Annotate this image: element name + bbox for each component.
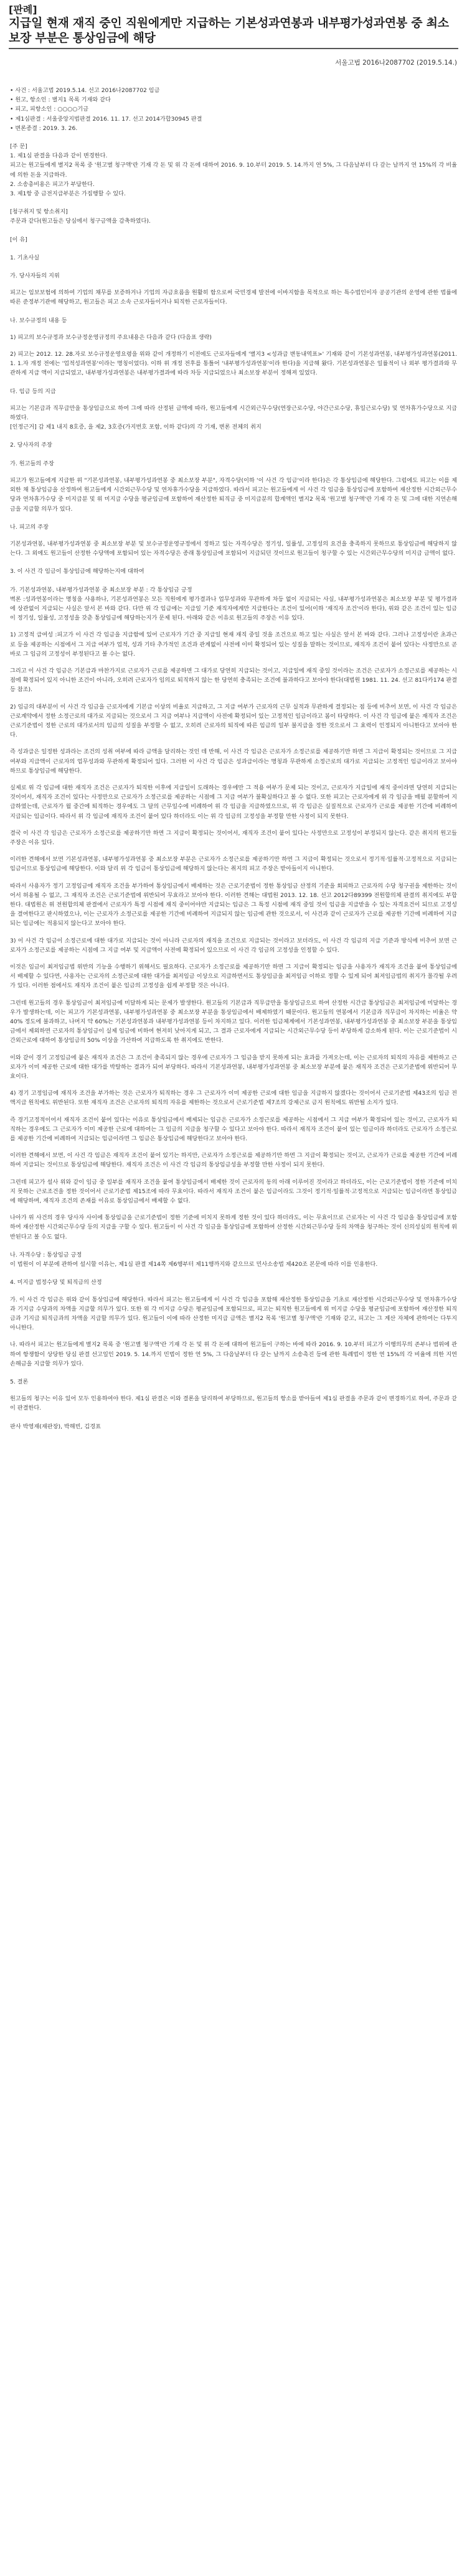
meta-line: • 변론종결 : 2019. 3. 26. (10, 124, 78, 132)
paragraph: 이러한 견해에서 보면 기본성과연봉, 내부평가성과연봉 중 최소보장 부분은 근로자가 소정근로를 제공하기만 하면 그 지급이 확정되는 것으로서 정기적·일률적·고정적으로 지급되는 임금이므로 통상임금에 해당한다. 이와 달리 위 각 임금이 통상임금에 해당하지 않는다는 취지의 피고 주장은 받아들이지 아니한다. (10, 856, 457, 873)
order-item: 1. 제1심 판결을 다음과 같이 변경한다. (10, 152, 108, 160)
meta-line: • 원고, 항소인 : 별지1 목록 기재와 같다 (10, 96, 111, 104)
claim-heading: [청구취지 및 항소취지] (10, 208, 68, 216)
paragraph: 4) 경기 고정임금에 재직자 조건을 부가하는 것은 근로자가 퇴직하는 경우 그 근로자가 이미 제공한 근로에 대한 임금을 지급하지 않겠다는 것이어서 근로기준법 제43조의 임금 전액지급 원칙에도 위반된다. 또한 재직자 조건은 근로자의 퇴직의 자유를 제한하는 것으로서 근로기준법 제7조의 강제근로 금지 원칙에도 위반될 소지가 있다. (10, 1090, 457, 1107)
paragraph: 피고가 원고들에게 지급한 위 "기본성과연봉, 내부평가성과연봉 중 최소보장 부분", 자격수당(이하 '이 사건 각 임금'이라 한다)은 각 통상임금에 해당한다. 그럼에도 피고는 이를 제외한 채 통상임금을 산정하여 원고들에게 시간외근무수당 및 연차휴가수당을 지급하였다. 따라서 피고는 원고들에게 이 사건 각 임금을 통상임금에 포함하여 재산정한 시간외근무수당과 연차휴가수당 중 미지급분 및 위 미지급 수당을 평균임금에 포함하여 재산정한 퇴직금 중 미지급분의 합계액인 별지2 목록 '원고별 청구액'란 기재 각 돈 및 그에 대한 지연손해금을 지급할 의무가 있다. (10, 477, 457, 513)
reason-heading: [이 유] (10, 236, 27, 243)
judges-line: 판사 박영재(재판장), 박해빈, 김경표 (10, 1423, 101, 1430)
paragraph: 2) 피고는 2012. 12. 28.자로 보수규정운영요령을 위와 같이 개정하기 이전에도 근로자들에게 '별지3 <성과급 변동내역표>' 기재와 같이 기본성과연봉, 내부평가성과연봉(2011. 1. 1.자 개정 전에는 '업적성과연봉'이라는 명칭이었다). 이하 위 개정 전후를 통틀어 '내부평가성과연봉'이라 한다)을 지급해 왔다. 기본성과연봉은 일률적이 나 외부 평가결과와 무관하게 지급 액이 지급되었고, 내부평가성과연봉은 내부평가결과에 따라 차등 지급되었으나 최소보장 부분이 정해져 있었다. (10, 351, 457, 377)
paragraph: 이러한 견해에서 보면, 이 사건 각 임금은 재직자 조건이 붙어 있기는 하지만, 근로자가 소정근로를 제공하기만 하면 그 지급이 확정되는 것이고, 근로자가 근로를 제공한 기간에 비례하여 지급되는 것이므로 통상임금에 해당한다. 재직자 조건은 이 사건 각 임금의 통상임금성을 부정할 만한 사정이 되지 못한다. (10, 1152, 457, 1169)
meta-line: • 사건 : 서울고법 2019.5.14. 선고 2016나2087702 임금 (10, 87, 160, 94)
paragraph: 그런데 피고가 설사 위와 같이 임금 중 일부를 재직자 조건을 붙여 통상임금에서 배제한 것이 근로자의 동의 아래 이루어진 것이라고 하더라도, 이는 근로기준법이 정한 기준에 미치지 못하는 근로조건을 정한 것이어서 근로기준법 제15조에 따라 무효이다. 따라서 재직자 조건이 붙은 임금이라도 그것이 정기적·일률적·고정적으로 지급되는 임금이라면 통상임금에 해당하며, 재직자 조건의 존재를 이유로 통상임금에서 배제할 수 없다. (10, 1178, 457, 1205)
subsection-heading: 가. 당사자들의 지위 (10, 272, 60, 280)
claim-text: 주문과 같다(원고들은 당심에서 청구금액을 감축하였다). (10, 218, 151, 225)
paragraph: 2) 임금의 대부분이 이 사건 각 임금을 근로자에게 기본급 이상의 비율로 지급하고, 그 지급 여부가 근로자의 근무 실적과 무관하게 결정되는 점 등에 비추어 보면, 이 사건 각 임금은 근로계약에서 정한 소정근로의 대가로 지급되는 것으로서 그 지급 여부나 지급액이 사전에 확정되어 있는 고정적인 임금이라고 봄이 타당하다. 이 사건 각 임금에 붙은 재직자 조건은 근로기준법이 정한 근로의 대가로서의 임금의 성질을 부정할 수 없고, 오히려 근로자의 퇴직에 따른 임금의 일부 불지급을 정한 것으로서 그 효력이 인정되지 아니한다고 보아야 한다. (10, 703, 457, 739)
subsection-heading: 가. 기본성과연봉, 내부평가성과연봉 중 최소보장 부분 : 각 통상임금 긍정 (10, 586, 192, 593)
meta-line: • 제1심판결 : 서울중앙지법판결 2016. 11. 17. 선고 2014가합30945 판결 (10, 115, 202, 123)
subsection-heading: 나. 보수규정의 내용 등 (10, 317, 67, 324)
subsection-heading: 다. 임금 등의 지급 (10, 388, 56, 395)
paragraph: 이 법원이 이 부분에 관하여 설시할 이유는, 제1심 판결 제14쪽 제6행부터 제11행까지와 같으므로 민사소송법 제420조 본문에 따라 이를 인용한다. (10, 1261, 378, 1268)
order-heading: [주 문] (10, 143, 27, 151)
paragraph: 나아가 위 사건의 경우 당사자 사이에 통상임금을 근로기준법이 정한 기준에 미치지 못하게 정한 것이 있다 하더라도, 이는 무효이므로 근로자는 이 사건 각 임금을 통상임금에 포함하여 재산정한 시간외근무수당 등의 지급을 구할 수 있다. 원고들이 이 사건 각 임금을 통상임금에 포함하여 산정한 시간외근무수당 등의 차액을 청구하는 것이 신의성실의 원칙에 위반된다고 볼 수도 없다. (10, 1214, 457, 1240)
meta-line: • 피고, 피항소인 : ○○○○기금 (10, 106, 89, 113)
paragraph: 결국 이 사건 각 임금은 근로자가 소정근로를 제공하기만 하면 그 지급이 확정되는 것이어서, 재직자 조건이 붙어 있다는 사정만으로 고정성이 부정되지 않는다. 같은 취지의 원고들 주장은 이유 있다. (10, 829, 457, 846)
case-meta (10, 86, 457, 133)
subsection-heading: 나. 자격수당 : 통상임금 긍정 (10, 1251, 82, 1258)
order-item: 3. 제1항 중 금전지급부분은 가집행할 수 있다. (10, 190, 126, 198)
paragraph: 피고는 기본급과 직무급만을 통상임금으로 하여 그에 따라 산정된 금액에 따라, 원고들에게 시간외근무수당(연장근로수당, 야간근로수당, 휴일근로수당) 및 연차휴가수당으로 지급하였다. (10, 404, 457, 422)
paragraph: 1) 고정적 급여성 :피고가 이 사건 각 임금을 지급함에 있어 근로자가 기간 중 지급일 현재 재직 중일 것을 조건으로 하고 있는 사실은 앞서 본 바와 같다. 그러나 고정성이란 초과근로 등을 제공하는 시점에서 그 지급 여부가 업적, 성과 기타 추가적인 조건과 관계없이 사전에 이미 확정되어 있는 성질을 말하는 것이므로, 재직자 조건이 붙어 있다는 사정만으로 곧바로 그 임금의 고정성이 부정된다고 볼 수는 없다. (10, 631, 457, 658)
article-tag: [판례] (9, 4, 37, 16)
paragraph: 그런데 원고들의 경우 통상임금이 최저임금에 미달하게 되는 문제가 발생한다. 원고들의 기본급과 직무급만을 통상임금으로 하여 산정한 시간급 통상임금은 최저임금에 미달하는 경우가 발생하는데, 이는 피고가 기본성과연봉, 내부평가성과연봉 중 최소보장 부분을 통상임금에서 배제하였기 때문이다. 원고들의 연봉에서 기본급과 직무급이 차지하는 비율은 약 40% 정도에 불과하고, 나머지 약 60%는 기본성과연봉과 내부평가성과연봉 등이 차지하고 있다. 이러한 임금체계에서 기본성과연봉, 내부평가성과연봉 중 최소보장 부분을 통상임금에서 제외하면 근로자의 통상임금이 실제 임금에 비하여 현저히 낮아지게 되고, 그 결과 근로자에게 지급되는 시간외근무수당 등이 부당하게 감소하게 된다. 이는 근로기준법이 시간외근로에 대하여 통상임금의 50% 이상을 가산하여 지급하도록 한 취지에도 반한다. (10, 999, 457, 1044)
paragraph: 기본성과연봉, 내부평가성과연봉 중 최소보장 부분 및 보수규정운영규정에서 정하고 있는 자격수당은 정기성, 일률성, 고정성의 요건을 충족하지 못하므로 통상임금에 해당하지 않는다. 그 외에도 원고들이 산정한 수당액에 포함되어 있는 자격수당은 종래 통상임금에 포함되어 지급되던 것이므로 원고들이 청구할 수 있는 시간외근무수당의 미지급 금액이 없다. (10, 540, 457, 557)
paragraph: 이와 같이 경기 고정임금에 붙은 재직자 조건은 그 조건이 충족되지 않는 경우에 근로자가 그 임금을 받지 못하게 되는 효과를 가져오는데, 이는 근로자의 퇴직의 자유를 제한하고 근로자가 이미 제공한 근로에 대한 대가를 박탈하는 결과가 되어 부당하다. 따라서 기본성과연봉, 내부평가성과연봉 중 최소보장 부분에 붙은 재직자 조건은 근로기준법에 위반되어 무효이다. (10, 1054, 457, 1081)
paragraph: 즉 경기고정적이어서 재직자 조건이 붙어 있다는 이유로 통상임금에서 배제되는 임금은 근로자가 소정근로를 제공하는 시점에서 그 지급 여부가 확정되어 있는 것이고, 근로자가 퇴직하는 경우에도 그 근로자가 이미 제공한 근로에 대하여는 그 임금의 지급을 청구할 수 있다고 보아야 한다. 따라서 재직자 조건이 붙어 있는 임금이라 하더라도 근로자가 소정근로를 제공한 기간에 비례하여 지급되는 임금이라면 그 임금은 통상임금에 해당한다고 보아야 한다. (10, 1116, 457, 1143)
paragraph: 1) 피고의 보수규정과 보수규정운영규정의 주요내용은 다음과 같다 (다음표 생략) (10, 333, 212, 341)
section-heading: 3. 이 사건 각 임금이 통상임금에 해당하는지에 대하여 (10, 568, 144, 575)
order-item: 2. 소송총비용은 피고가 부담한다. (10, 180, 95, 188)
subsection-heading: 나. 피고의 주장 (10, 523, 49, 531)
case-number: 서울고법 2016나2087702 (2019.5.14.) (335, 59, 457, 67)
paragraph: 이것은 임금이 최저임금법 위반의 기능을 수행하기 위해서도 필요하다. 근로자가 소정근로를 제공하기만 하면 그 지급이 확정되는 임금을 사용자가 재직자 조건을 붙여 통상임금에서 배제할 수 있다면, 사용자는 근로자의 소정근로에 대한 대가를 최저임금 이상으로 지급하면서도 통상임금을 최저임금 이하로 정할 수 있게 되어 최저임금법의 취지가 몰각될 우려가 있다. 이러한 점에서도 재직자 조건이 붙은 임금의 고정성을 쉽게 부정할 것은 아니다. (10, 964, 457, 990)
paragraph: 벽론 :성과연봉이라는 명칭을 사용하나, 기본성과연봉은 모든 직원에게 평가결과나 업무성과와 무관하게 차등 없이 지급되는 사실, 내부평가성과연봉은 최소보장 부분 및 평가결과에 상관없이 지급되는 사실은 앞서 본 바와 같다. 다만 위 각 임금에는 지급일 기준 재직자에게만 지급한다는 조건이 있어(이하 '재직자 조건'이라 한다), 위와 같은 조건이 있는 임금이 정기성, 일률성, 고정성을 갖춘 통상임금에 해당하는지가 문제 된다. 아래와 같은 이유로 원고들의 주장은 이유 있다. (10, 595, 457, 622)
article-header (9, 4, 458, 49)
paragraph: 원고들의 청구는 이유 있어 모두 인용하여야 한다. 제1심 판결은 이와 결론을 달리하여 부당하므로, 원고들의 항소를 받아들여 제1심 판결을 주문과 같이 변경하기로 하여, 주문과 같이 판결한다. (10, 1395, 457, 1412)
order-section (10, 142, 457, 198)
paragraph: 실제로 위 각 임금에 대한 재직자 조건은 근로자가 퇴직한 이후에 지급일이 도래하는 경우에만 그 적용 여부가 문제 되는 것이고, 근로자가 지급일에 재직 중이라면 당연히 지급되는 것이어서, 재직자 조건이 있다는 사정만으로 근로자가 소정근로를 제공하는 시점에 그 지급 여부가 불확실하다고 볼 수 없다. 또한 피고는 근로자에게 위 각 임금을 매월 분할하여 지급하였는데, 근로자가 월 중간에 퇴직하는 경우에도 그 달의 근무일수에 비례하여 위 각 임금을 지급하였으므로, 위 각 임금은 실질적으로 근로자가 근로를 제공한 기간에 비례하여 지급되는 임금이다. 따라서 위 각 임금에 재직자 조건이 붙어 있다 하더라도 이는 위 각 임금의 고정성을 부정할 만한 사정이 되지 못한다. (10, 784, 457, 820)
document-body (0, 86, 467, 1431)
paragraph: 피고는 임보보험에 의하여 기업의 채무를 보증하거나 기업의 자금흐름을 원활히 함으로써 국민경제 발전에 이바지함을 목적으로 하는 특수법인이자 공공기관의 운영에 관한 법률에 따른 준정부기관에 해당하고, 원고들은 피고 소속 근로자들이거나 퇴직한 근로자들이다. (10, 289, 457, 306)
paragraph: 나. 따라서 피고는 원고들에게 별지2 목록 중 '원고별 청구액'란 기재 각 돈 및 위 각 돈에 대하여 원고들이 구하는 바에 따라 2016. 9. 10.부터 피고가 이행의무의 존부나 범위에 관하여 항쟁함이 상당한 당심 판결 선고일인 2019. 5. 14.까지 민법이 정한 연 5%, 그 다음날부터 다 갚는 날까지 소송촉진 등에 관한 특례법이 정한 연 15%의 각 비율에 의한 지연손해금을 지급할 의무가 있다. (10, 1341, 457, 1367)
paragraph: 따라서 사용자가 정기 고정임금에 재직자 조건을 부가하여 통상임금에서 배제하는 것은 근로기준법이 정한 통상임금 산정의 기준을 회피하고 근로자의 수당 청구권을 제한하는 것이어서 허용될 수 없고, 그 재직자 조건은 근로기준법에 위반되어 무효라고 보아야 한다. 이러한 견해는 대법원 2013. 12. 18. 선고 2012다89399 전원합의체 판결의 취지에도 부합한다. 대법원은 위 전원합의체 판결에서 근로자가 특정 시점에 재직 중이어야만 지급되는 임금은 그 특정 시점에 재직 중일 것이 임금을 지급받을 수 있는 자격요건이 되므로 고정성을 결여한다고 판시하였으나, 이는 근로자가 소정근로를 제공한 기간에 비례하여 지급되지 않는 임금에 관한 것으로서, 이 사건과 같이 근로자가 근로를 제공한 기간에 비례하여 지급되는 임금에는 적용되지 않는다고 보아야 한다. (10, 882, 457, 928)
paragraph: 즉 성과급은 일정한 성과라는 조건의 성취 여부에 따라 금액을 달리하는 것인 데 반해, 이 사건 각 임금은 근로자가 소정근로를 제공하기만 하면 그 지급이 확정되는 것이므로 그 지급 여부와 지급액이 근로자의 업무성과와 무관하게 확정되어 있다. 그러한 이 사건 각 임금은 성과급이라는 명칭과 무관하게 소정근로의 대가로 지급되는 고정적인 임금이라고 보아야 하므로 통상임금에 해당한다. (10, 748, 457, 774)
paragraph: 3) 이 사건 각 임금이 소정근로에 대한 대가로 지급되는 것이 아니라 근로자의 재직을 조건으로 지급되는 것이라고 보더라도, 이 사건 각 임금의 지급 기준과 방식에 비추어 보면 근로자가 소정근로를 제공하는 시점에 그 지급 여부 및 지급액이 사전에 확정되어 있으므로 이 사건 각 임금의 고정성을 인정할 수 있다. (10, 937, 457, 954)
subsection-heading: 가. 원고들의 주장 (10, 460, 54, 467)
order-item: 피고는 원고들에게 별지2 목록 중 '원고별 청구액'란 기재 각 돈 및 위 각 돈에 대하여 2016. 9. 10.부터 2019. 5. 14.까지 연 5%, 그 다음날부터 다 갚는 날까지 연 15%의 각 비율에 의한 돈을 지급하라. (10, 162, 457, 179)
paragraph: [인정근거] 갑 제1 내지 8호증, 을 제2, 3호증(가지번호 포함, 이하 같다)의 각 기재, 변론 전체의 취지 (10, 424, 262, 431)
article-title: 지급일 현재 재직 중인 직원에게만 지급하는 기본성과연봉과 내부평가성과연봉 중 최소 보장 부분은 통상임금에 해당 (9, 16, 449, 45)
section-heading: 1. 기초사실 (10, 254, 40, 261)
paragraph: 가. 이 사건 각 임금은 위와 같이 통상임금에 해당한다. 따라서 피고는 원고들에게 이 사건 각 임금을 포함해 재산정한 통상임금을 기초로 재산정한 시간외근무수당 및 연차휴가수당과 기지급 수당과의 차액을 지급할 의무가 있다. 또한 위 각 미지급 수당은 평균임금에 포함되므로, 피고는 퇴직한 원고들에게 위 미지급 수당을 평균임금에 포함하여 재산정한 퇴직금과 기지급 퇴직금과의 차액을 지급할 의무가 있다. 원고들이 이에 따라 산정한 미지급 금액은 별지2 목록 '원고별 청구액'란 기재와 같고, 피고는 그 계산 자체에 관하여는 다투지 아니한다. (10, 1296, 457, 1332)
claim-section (10, 207, 457, 226)
section-heading: 4. 미지급 법정수당 및 퇴직금의 산정 (10, 1279, 102, 1286)
paragraph: 그리고 이 사건 각 임금은 기본급과 마찬가지로 근로자가 근로를 제공하면 그 대가로 당연히 지급되는 것이고, 지급일에 재직 중일 것이라는 조건은 근로자가 소정근로를 제공하는 시점에 확정되어 있지 아니한 조건이 아니라, 오히려 근로자가 임의로 퇴직하지 않는 한 당연히 충족되는 조건에 불과하다고 보아야 한다(대법원 1981. 11. 24. 선고 81다카174 판결 등 참조). (10, 667, 457, 694)
section-heading: 5. 결론 (10, 1378, 29, 1385)
section-heading: 2. 당사자의 주장 (10, 442, 52, 449)
